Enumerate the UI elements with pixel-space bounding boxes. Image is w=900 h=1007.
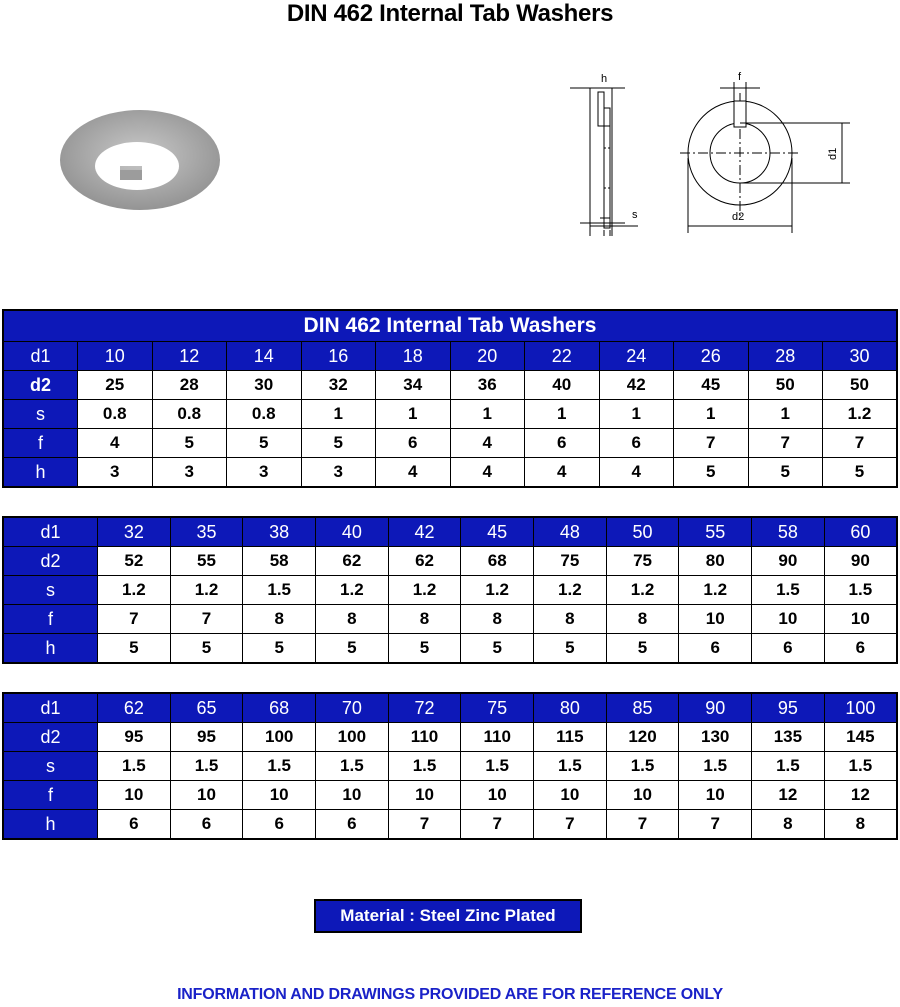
table-cell: 10 [98, 781, 171, 810]
row-label-d2: d2 [3, 547, 98, 576]
table-cell: 7 [748, 429, 823, 458]
table-cell: 6 [243, 810, 316, 840]
table-cell: 62 [316, 547, 389, 576]
table-row-s [3, 400, 897, 429]
row-label-s: s [3, 752, 98, 781]
table-cell: 110 [461, 723, 534, 752]
table-cell: 45 [674, 371, 749, 400]
table-cell: 6 [316, 810, 389, 840]
row-label-s: s [3, 576, 98, 605]
table-cell: 10 [461, 781, 534, 810]
table-cell: 1.5 [534, 752, 607, 781]
table-cell: 5 [461, 634, 534, 664]
table-cell: 1.5 [824, 576, 897, 605]
table-cell: 70 [316, 693, 389, 723]
table-cell: 7 [606, 810, 679, 840]
table-row-f [3, 429, 897, 458]
table-cell: 32 [301, 371, 376, 400]
table-cell: 4 [376, 458, 451, 488]
drawing-label-d2: d2 [732, 211, 745, 223]
table-cell: 5 [170, 634, 243, 664]
table-cell: 0.8 [152, 400, 227, 429]
washer-photo [55, 100, 225, 220]
table-cell: 1 [525, 400, 600, 429]
table-cell: 65 [170, 693, 243, 723]
table-cell: 5 [227, 429, 302, 458]
drawing-label-d1: d1 [827, 147, 839, 160]
table-cell: 38 [243, 517, 316, 547]
table-row-s [3, 752, 897, 781]
table-cell: 7 [170, 605, 243, 634]
row-label-h: h [3, 458, 78, 488]
table-row-d2 [3, 547, 897, 576]
table-cell: 10 [824, 605, 897, 634]
table-cell: 5 [534, 634, 607, 664]
table-cell: 1.5 [606, 752, 679, 781]
table-cell: 1.2 [534, 576, 607, 605]
table-cell: 5 [98, 634, 171, 664]
table-cell: 1.2 [461, 576, 534, 605]
table-cell: 26 [674, 342, 749, 371]
table-cell: 7 [674, 429, 749, 458]
table-cell: 4 [78, 429, 153, 458]
table-cell: 1.2 [388, 576, 461, 605]
table-cell: 55 [170, 547, 243, 576]
table-cell: 3 [78, 458, 153, 488]
table-cell: 10 [534, 781, 607, 810]
row-label-h: h [3, 810, 98, 840]
table-row-f [3, 605, 897, 634]
table-cell: 10 [243, 781, 316, 810]
table-cell: 1.5 [98, 752, 171, 781]
drawing-label-f: f [738, 71, 742, 83]
page-title: DIN 462 Internal Tab Washers [286, 0, 614, 27]
table-cell: 3 [227, 458, 302, 488]
table-row-d1 [3, 517, 897, 547]
table-cell: 5 [152, 429, 227, 458]
table-cell: 0.8 [78, 400, 153, 429]
table-row-h [3, 458, 897, 488]
table-cell: 10 [679, 605, 752, 634]
table-cell: 95 [752, 693, 825, 723]
table-cell: 7 [823, 429, 898, 458]
drawing-label-s: s [632, 209, 638, 221]
table-cell: 5 [823, 458, 898, 488]
table-cell: 12 [152, 342, 227, 371]
table-cell: 25 [78, 371, 153, 400]
table-cell: 40 [316, 517, 389, 547]
table-cell: 95 [98, 723, 171, 752]
disclaimer-footer: INFORMATION AND DRAWINGS PROVIDED ARE FOR REFERENCE ONLY [177, 986, 723, 1003]
table-cell: 1.2 [316, 576, 389, 605]
table-cell: 6 [376, 429, 451, 458]
table-cell: 58 [752, 517, 825, 547]
table-cell: 100 [243, 723, 316, 752]
table-cell: 30 [823, 342, 898, 371]
table-row-s [3, 576, 897, 605]
row-label-f: f [3, 781, 98, 810]
table-cell: 34 [376, 371, 451, 400]
table-cell: 28 [152, 371, 227, 400]
table-cell: 100 [824, 693, 897, 723]
table-cell: 1 [450, 400, 525, 429]
table-cell: 62 [98, 693, 171, 723]
table-cell: 6 [170, 810, 243, 840]
table-cell: 1 [674, 400, 749, 429]
table-cell: 1 [599, 400, 674, 429]
table-cell: 1.5 [752, 576, 825, 605]
table-cell: 16 [301, 342, 376, 371]
table-cell: 1.2 [679, 576, 752, 605]
table-cell: 4 [599, 458, 674, 488]
table-cell: 145 [824, 723, 897, 752]
table-cell: 6 [98, 810, 171, 840]
table-cell: 8 [606, 605, 679, 634]
table-cell: 1.5 [461, 752, 534, 781]
table-cell: 1.5 [388, 752, 461, 781]
table-cell: 1.5 [824, 752, 897, 781]
table-cell: 85 [606, 693, 679, 723]
table-cell: 10 [316, 781, 389, 810]
table-cell: 8 [534, 605, 607, 634]
table-cell: 6 [525, 429, 600, 458]
table-cell: 52 [98, 547, 171, 576]
table-cell: 3 [301, 458, 376, 488]
table-row-d1 [3, 342, 897, 371]
table-cell: 55 [679, 517, 752, 547]
table-cell: 1.2 [606, 576, 679, 605]
table-cell: 10 [752, 605, 825, 634]
table-cell: 5 [388, 634, 461, 664]
table-cell: 6 [752, 634, 825, 664]
washer-table-2 [2, 516, 898, 664]
table-cell: 8 [461, 605, 534, 634]
table-cell: 8 [388, 605, 461, 634]
table-cell: 45 [461, 517, 534, 547]
table-cell: 36 [450, 371, 525, 400]
table-cell: 8 [316, 605, 389, 634]
table-cell: 5 [748, 458, 823, 488]
row-label-d1: d1 [3, 342, 78, 371]
table-cell: 24 [599, 342, 674, 371]
table-cell: 100 [316, 723, 389, 752]
table-cell: 75 [606, 547, 679, 576]
table-cell: 90 [679, 693, 752, 723]
row-label-h: h [3, 634, 98, 664]
washer-table-3 [2, 692, 898, 840]
table-cell: 1 [301, 400, 376, 429]
table-cell: 8 [752, 810, 825, 840]
table-cell: 90 [824, 547, 897, 576]
table-cell: 10 [606, 781, 679, 810]
table-cell: 1.2 [823, 400, 898, 429]
table-cell: 28 [748, 342, 823, 371]
table-cell: 110 [388, 723, 461, 752]
table-cell: 22 [525, 342, 600, 371]
table-cell: 1.5 [170, 752, 243, 781]
table-row-h [3, 810, 897, 840]
table-cell: 1.2 [98, 576, 171, 605]
table-title: DIN 462 Internal Tab Washers [3, 310, 897, 342]
table-cell: 7 [388, 810, 461, 840]
table-cell: 68 [461, 547, 534, 576]
row-label-f: f [3, 429, 78, 458]
table-cell: 62 [388, 547, 461, 576]
table-cell: 50 [748, 371, 823, 400]
table-cell: 8 [243, 605, 316, 634]
drawing-label-h: h [601, 73, 608, 85]
table-cell: 10 [679, 781, 752, 810]
row-label-d1: d1 [3, 693, 98, 723]
table-cell: 5 [316, 634, 389, 664]
table-row-d1 [3, 693, 897, 723]
table-cell: 1.5 [316, 752, 389, 781]
table-cell: 12 [752, 781, 825, 810]
table-cell: 40 [525, 371, 600, 400]
table-cell: 80 [534, 693, 607, 723]
table-cell: 0.8 [227, 400, 302, 429]
technical-drawing [560, 68, 860, 240]
row-label-s: s [3, 400, 78, 429]
table-cell: 12 [824, 781, 897, 810]
table-cell: 32 [98, 517, 171, 547]
table-cell: 7 [534, 810, 607, 840]
table-cell: 42 [388, 517, 461, 547]
table-cell: 1.5 [243, 752, 316, 781]
table-cell: 75 [461, 693, 534, 723]
table-cell: 6 [599, 429, 674, 458]
table-cell: 1.5 [679, 752, 752, 781]
table-cell: 10 [388, 781, 461, 810]
table-cell: 115 [534, 723, 607, 752]
table-cell: 58 [243, 547, 316, 576]
table-row-d2 [3, 723, 897, 752]
table-cell: 75 [534, 547, 607, 576]
table-row-h [3, 634, 897, 664]
row-label-d2: d2 [3, 723, 98, 752]
table-cell: 50 [823, 371, 898, 400]
table-cell: 95 [170, 723, 243, 752]
table-cell: 6 [679, 634, 752, 664]
table-cell: 10 [170, 781, 243, 810]
table-cell: 5 [301, 429, 376, 458]
table-cell: 1.5 [243, 576, 316, 605]
table-cell: 1 [376, 400, 451, 429]
table-cell: 1.2 [170, 576, 243, 605]
row-label-f: f [3, 605, 98, 634]
table-cell: 7 [461, 810, 534, 840]
table-cell: 8 [824, 810, 897, 840]
table-cell: 80 [679, 547, 752, 576]
table-cell: 50 [606, 517, 679, 547]
table-row-d2 [3, 371, 897, 400]
washer-table-1 [2, 309, 898, 488]
table-cell: 135 [752, 723, 825, 752]
table-cell: 10 [78, 342, 153, 371]
table-cell: 130 [679, 723, 752, 752]
table-cell: 5 [674, 458, 749, 488]
table-cell: 30 [227, 371, 302, 400]
table-cell: 20 [450, 342, 525, 371]
table-cell: 7 [98, 605, 171, 634]
table-row-f [3, 781, 897, 810]
table-cell: 7 [679, 810, 752, 840]
table-cell: 14 [227, 342, 302, 371]
table-cell: 18 [376, 342, 451, 371]
table-cell: 48 [534, 517, 607, 547]
table-cell: 3 [152, 458, 227, 488]
table-cell: 60 [824, 517, 897, 547]
table-cell: 35 [170, 517, 243, 547]
table-cell: 120 [606, 723, 679, 752]
table-cell: 6 [824, 634, 897, 664]
table-cell: 4 [450, 458, 525, 488]
table-cell: 4 [450, 429, 525, 458]
table-cell: 1.5 [752, 752, 825, 781]
table-cell: 1 [748, 400, 823, 429]
table-cell: 68 [243, 693, 316, 723]
material-note: Material : Steel Zinc Plated [314, 899, 582, 933]
row-label-d1: d1 [3, 517, 98, 547]
table-cell: 4 [525, 458, 600, 488]
table-cell: 5 [606, 634, 679, 664]
table-cell: 90 [752, 547, 825, 576]
table-cell: 5 [243, 634, 316, 664]
table-cell: 42 [599, 371, 674, 400]
row-label-d2: d2 [3, 371, 78, 400]
table-cell: 72 [388, 693, 461, 723]
